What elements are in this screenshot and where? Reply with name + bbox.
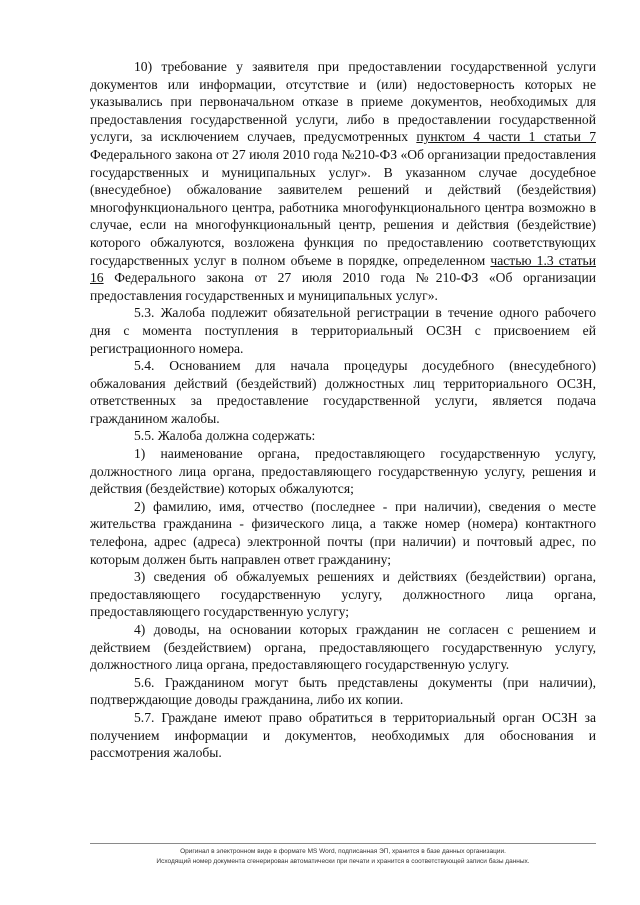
paragraph-text: 2) фамилию, имя, отчество (последнее - при наличии), сведения о месте жительства гражданина - физического лица, а также номер (номера) контактного телефона, адрес (адреса) электронной почты (при наличии) и почтовый адрес, по которым должен быть направлен ответ гражданину; <box>90 498 596 567</box>
paragraph-clause-5-5-4 <box>90 621 596 674</box>
paragraph-clause-5-7 <box>90 709 596 762</box>
paragraph-clause-5-4 <box>90 357 596 427</box>
paragraph-text: 1) наименование органа, предоставляющего государственную услугу, должностного лица органа, предоставляющего государственную услугу, решения и действия (бездействие) которых обжалуются; <box>90 446 596 497</box>
paragraph-text: Федерального закона от 27 июля 2010 года №210-ФЗ «Об организации предоставления государственных и муниципальных услуг». В указанном случае досудебное (внесудебное) обжалование заявителем решений и действий (бездействия) многофункционального центра, работника многофункционального центра возможно в случае, если на многофункциональный центр, решения и действия (бездействие) которого обжалуются, возложена функция по предоставлению соответствующих государственных услуг в полном объеме в порядке, определенном <box>90 146 596 268</box>
paragraph-clause-5-5-1 <box>90 445 596 498</box>
paragraph-text: 5.3. Жалоба подлежит обязательной регистрации в течение одного рабочего дня с момента поступления в территориальный ОСЗН с присвоением ей регистрационного номера. <box>90 305 596 356</box>
paragraph-clause-5-6 <box>90 674 596 709</box>
paragraph-text: 5.5. Жалоба должна содержать: <box>134 428 316 444</box>
document-body <box>90 58 596 762</box>
paragraph-clause-5-5-2 <box>90 498 596 568</box>
footer-line-outgoing-number: Исходящий номер документа сгенерирован автоматически при печати и хранится в соответствующей записи базы данных. <box>156 858 530 865</box>
paragraph-clause-5-3 <box>90 304 596 357</box>
law-reference-link[interactable]: частью 1.3 статьи 16 <box>90 252 596 286</box>
paragraph-clause-5-5-3 <box>90 568 596 621</box>
footer-divider <box>90 843 596 844</box>
footer-line-original: Оригинал в электронном виде в формате MS Word, подписанная ЭП, хранится в базе данных организации. <box>180 848 506 855</box>
law-reference-link[interactable]: пунктом 4 части 1 статьи 7 <box>416 129 596 145</box>
paragraph-text: 10) требование у заявителя при предоставлении государственной услуги документов или информации, отсутствие и (или) недостоверность которых не указывались при первоначальном отказе в приеме документов, необходимых для предоставления государственной услуги, либо в предоставлении государственной услуги, за исключением случаев, предусмотренных <box>90 59 596 145</box>
paragraph-text: 5.7. Граждане имеют право обратиться в территориальный орган ОСЗН за получением информации и документов, необходимых для обоснования и рассмотрения жалобы. <box>90 709 596 761</box>
paragraph-text: Федерального закона от 27 июля 2010 года №210-ФЗ «Об организации предоставления государственных и муниципальных услуг». <box>90 270 596 303</box>
paragraph-item-10 <box>90 58 596 304</box>
paragraph-text: 5.6. Гражданином могут быть представлены документы (при наличии), подтверждающие доводы гражданина, либо их копии. <box>90 674 596 708</box>
paragraph-text: 3) сведения об обжалуемых решениях и действиях (бездействии) органа, предоставляющего государственную услугу, должностного лица органа, предоставляющего государственную услугу; <box>90 569 596 620</box>
paragraph-text: 4) доводы, на основании которых гражданин не согласен с решением и действием (бездействием) органа, предоставляющего государственную услугу, должностного лица органа, предоставляющего государственную услугу. <box>90 622 596 673</box>
paragraph-text: 5.4. Основанием для начала процедуры досудебного (внесудебного) обжалования действий (бездействий) должностных лиц территориального ОСЗН, ответственных за предоставление государственной услуги, является подача гражданином жалобы. <box>90 358 596 426</box>
paragraph-clause-5-5 <box>90 427 596 445</box>
